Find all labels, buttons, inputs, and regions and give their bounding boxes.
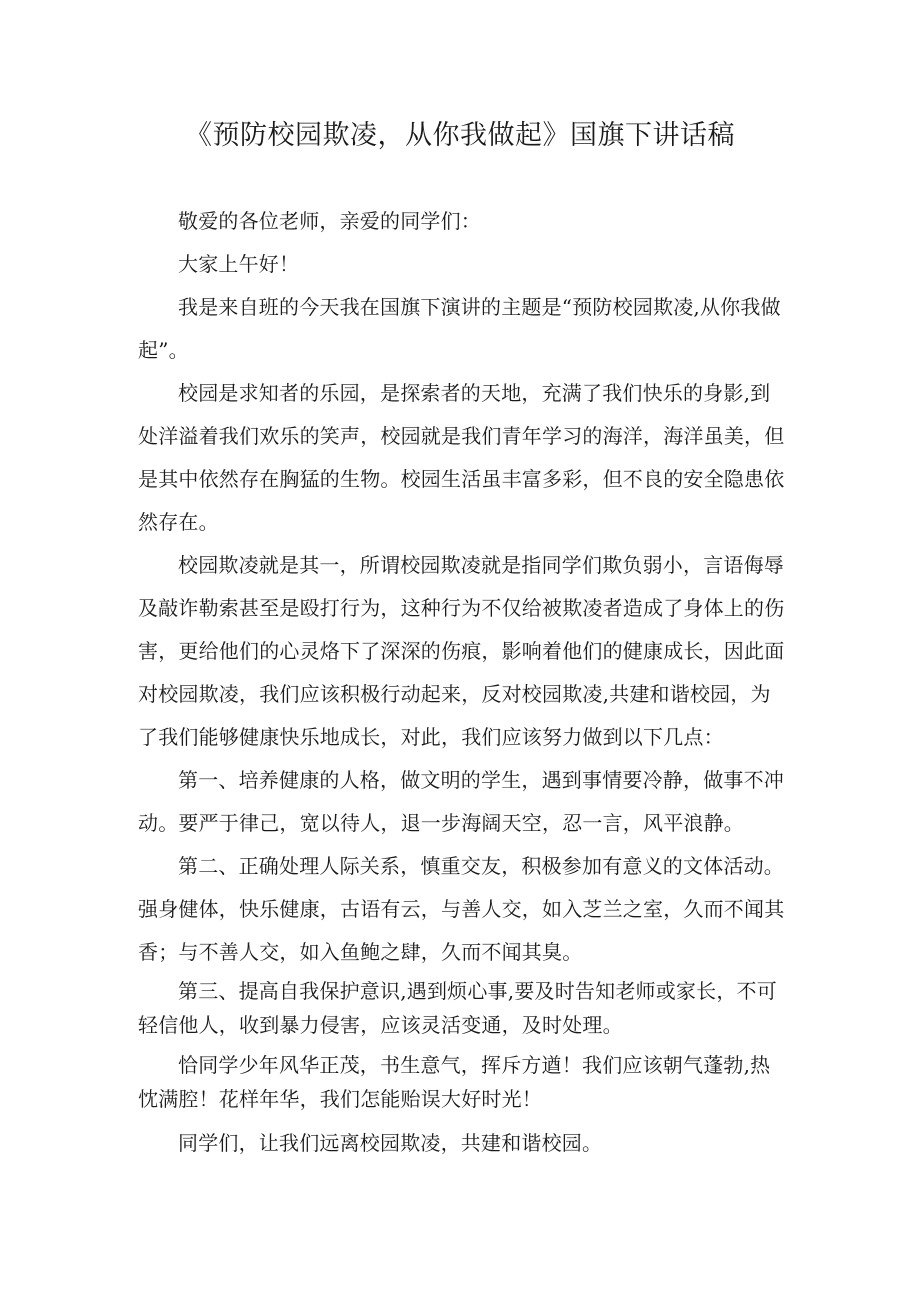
paragraph-point-three: 第三、提高自我保护意识,遇到烦心事,要及时告知老师或家长，不可轻信他人，收到暴力侵害，应该灵活变通，及时处理。 xyxy=(138,979,777,1037)
paragraph-closing: 同学们，让我们远离校园欺凌，共建和谐校园。 xyxy=(178,1131,603,1155)
document-title: 《预防校园欺凌，从你我做起》国旗下讲话稿 xyxy=(185,120,735,151)
paragraph-bullying: 校园欺凌就是其一，所谓校园欺凌就是指同学们欺负弱小，言语侮辱及敲诈勒索甚至是殴打行为，这种行为不仅给被欺凌者造成了身体上的伤害，更给他们的心灵烙下了深深的伤痕，影响着他们的健康成长，因此面对校园欺凌，我们应该积极行动起来，反对校园欺凌,共建和谐校园，为了我们能够健康快乐地成长，对此，我们应该努力做到以下几点： xyxy=(138,553,785,749)
paragraph-point-one: 第一、培养健康的人格，做文明的学生，遇到事情要冷静，做事不冲动。要严于律己，宽以待人，退一步海阔天空，忍一言，风平浪静。 xyxy=(138,768,784,835)
document-body xyxy=(138,200,790,1165)
paragraph-salutation: 敬爱的各位老师，亲爱的同学们： xyxy=(178,209,481,233)
paragraph-point-two: 第二、正确处理人际关系，慎重交友，积极参加有意义的文体活动。强身健体，快乐健康，古语有云，与善人交，如入芝兰之室，久而不闻其香；与不善人交，如入鱼鲍之肆，久而不闻其臭。 xyxy=(138,854,785,964)
paragraph-intro: 我是来自班的今天我在国旗下演讲的主题是“预防校园欺凌,从你我做起”。 xyxy=(138,295,781,362)
paragraph-youth: 恰同学少年风华正茂，书生意气，挥斥方遒！我们应该朝气蓬勃,热忱满腔！花样年华，我们怎能贻误大好时光！ xyxy=(138,1053,771,1111)
paragraph-campus: 校园是求知者的乐园，是探索者的天地，充满了我们快乐的身影,到处洋溢着我们欢乐的笑声，校园就是我们青年学习的海洋，海洋虽美，但是其中依然存在胸猛的生物。校园生活虽丰富多彩，但不良的安全隐患依然存在。 xyxy=(138,381,785,534)
paragraph-greeting: 大家上午好！ xyxy=(178,252,300,276)
